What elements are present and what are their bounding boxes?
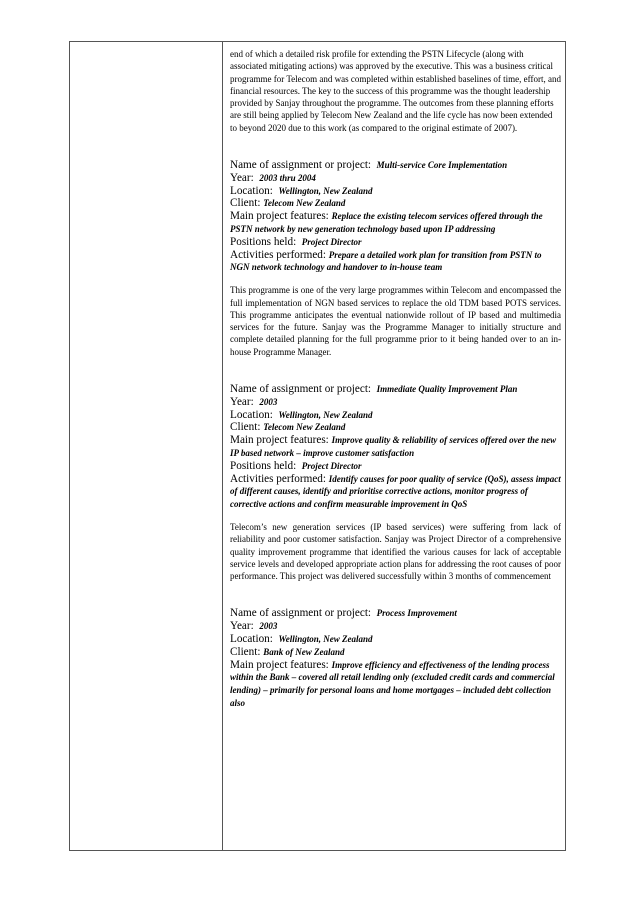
project-features: Improve quality & reliability of services offered over the new IP based network – improve customer satisfaction bbox=[230, 435, 557, 459]
project-location: Wellington, New Zealand bbox=[278, 409, 373, 420]
project-positions: Project Director bbox=[301, 460, 362, 471]
client-row bbox=[230, 421, 561, 434]
positions-label: Positions held: bbox=[230, 459, 297, 472]
positions-label: Positions held: bbox=[230, 235, 297, 248]
project-year: 2003 bbox=[259, 621, 278, 632]
year-label: Year: bbox=[230, 171, 254, 184]
location-label: Location: bbox=[230, 184, 273, 197]
year-row bbox=[230, 620, 561, 633]
project-name: Process Improvement bbox=[376, 608, 457, 619]
project-entry bbox=[230, 607, 561, 709]
intro-paragraph: end of which a detailed risk profile for extending the PSTN Lifecycle (along with associated mitigating actions) was approved by the executive. This was a business critical programme for Telecom and was completed within established baselines of time, effort, and financial resources. The key to the success of this programme was the thought leadership provided by Sanjay throughout the programme. The outcomes from these planning efforts are still being applied by Telecom New Zealand and the life cycle has now been extended to beyond 2020 due to this work (as compared to the original estimate of 2007). bbox=[230, 49, 561, 133]
project-activities: Prepare a detailed work plan for transition from PSTN to NGN network technology and handover to in-house team bbox=[230, 249, 542, 273]
client-label: Client: bbox=[230, 197, 261, 210]
client-label: Client: bbox=[230, 645, 261, 658]
location-label: Location: bbox=[230, 408, 273, 421]
activities-row bbox=[230, 473, 561, 511]
project-name-label: Name of assignment or project: bbox=[230, 383, 372, 396]
project-activities: Identify causes for poor quality of service (QoS), assess impact of different causes, identify and prioritise corrective actions, monitor progress of corrective actions and confirm measurable improvement in QoS bbox=[230, 473, 561, 510]
column-divider bbox=[222, 42, 223, 850]
project-client: Telecom New Zealand bbox=[263, 422, 346, 433]
features-label: Main project features: bbox=[230, 210, 329, 223]
features-row bbox=[230, 659, 561, 710]
year-row bbox=[230, 396, 561, 409]
project-client: Bank of New Zealand bbox=[263, 646, 345, 657]
location-row bbox=[230, 409, 561, 422]
location-label: Location: bbox=[230, 633, 273, 646]
project-year: 2003 bbox=[259, 396, 278, 407]
project-features: Improve efficiency and effectiveness of the lending process within the Bank – covered all retail lending only (excluded credit cards and commercial lending) – primarily for personal loans and home mortgages – included debt collection also bbox=[230, 659, 555, 709]
project-name-row bbox=[230, 383, 561, 396]
project-year: 2003 thru 2004 bbox=[259, 172, 316, 183]
content-column bbox=[230, 48, 561, 710]
client-row bbox=[230, 197, 561, 210]
project-name: Immediate Quality Improvement Plan bbox=[376, 384, 518, 395]
project-entry bbox=[230, 383, 561, 582]
project-name-row bbox=[230, 159, 561, 172]
project-location: Wellington, New Zealand bbox=[278, 185, 373, 196]
project-description: This programme is one of the very large programmes within Telecom and encompassed the full implementation of NGN based services to replace the old TDM based POTS services. This programme anticipates the eventual nationwide rollout of IP based and multimedia services for the future. Sanjay was the Programme Manager to initially structure and complete detailed planning for the full programme prior to it being handed over to an in-house Programme Manager. bbox=[230, 285, 561, 357]
project-description: Telecom’s new generation services (IP based services) were suffering from lack of reliability and poor customer satisfaction. Sanjay was Project Director of a comprehensive quality improvement programme that identified the various causes for lack of acceptable service levels and developed appropriate action plans for addressing the root causes of poor performance. This project was delivered successfully within 3 months of commencement bbox=[230, 522, 561, 582]
project-name: Multi-service Core Implementation bbox=[376, 160, 508, 171]
features-label: Main project features: bbox=[230, 434, 329, 447]
location-row bbox=[230, 185, 561, 198]
project-features: Replace the existing telecom services offered through the PSTN network by new generation technology based upon IP addressing bbox=[230, 211, 543, 235]
activities-row bbox=[230, 249, 561, 275]
project-name-label: Name of assignment or project: bbox=[230, 159, 372, 172]
project-name-row bbox=[230, 607, 561, 620]
table-frame bbox=[69, 41, 566, 851]
client-row bbox=[230, 646, 561, 659]
year-row bbox=[230, 172, 561, 185]
project-client: Telecom New Zealand bbox=[263, 198, 346, 209]
project-entry bbox=[230, 159, 561, 358]
activities-label: Activities performed: bbox=[230, 472, 326, 485]
project-positions: Project Director bbox=[301, 236, 362, 247]
location-row bbox=[230, 633, 561, 646]
activities-label: Activities performed: bbox=[230, 248, 326, 261]
features-label: Main project features: bbox=[230, 658, 329, 671]
project-name-label: Name of assignment or project: bbox=[230, 607, 372, 620]
features-row bbox=[230, 210, 561, 236]
project-location: Wellington, New Zealand bbox=[278, 634, 373, 645]
features-row bbox=[230, 434, 561, 460]
year-label: Year: bbox=[230, 395, 254, 408]
client-label: Client: bbox=[230, 421, 261, 434]
positions-row bbox=[230, 236, 561, 249]
positions-row bbox=[230, 460, 561, 473]
year-label: Year: bbox=[230, 620, 254, 633]
